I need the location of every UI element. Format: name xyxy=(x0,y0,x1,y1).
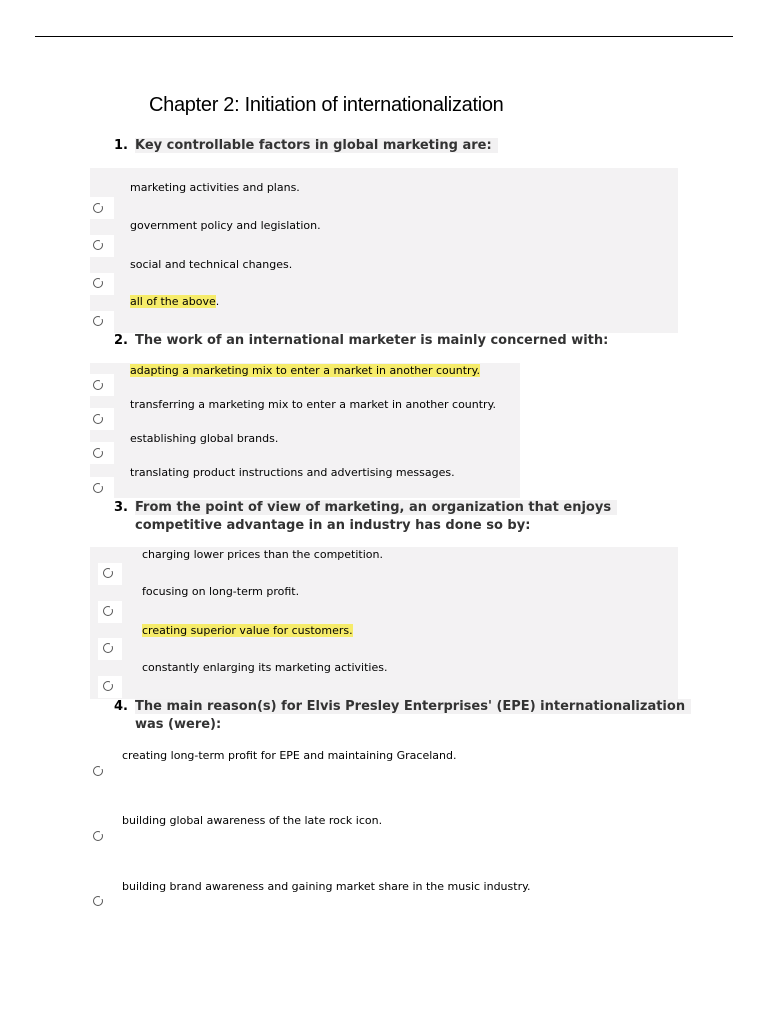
option-radio-button[interactable] xyxy=(93,278,103,288)
option-radio-button[interactable] xyxy=(93,831,103,841)
option-text-selected: creating superior value for customers. xyxy=(142,624,353,637)
option-radio-button[interactable] xyxy=(103,643,113,653)
option-text: marketing activities and plans. xyxy=(130,181,300,194)
option-radio-button[interactable] xyxy=(93,316,103,326)
option-text: creating long-term profit for EPE and maintaining Graceland. xyxy=(122,749,457,762)
option-text: constantly enlarging its marketing activities. xyxy=(142,661,388,674)
option-radio-button[interactable] xyxy=(93,414,103,424)
option-text: government policy and legislation. xyxy=(130,219,321,232)
option-text-selected: all of the above. xyxy=(130,295,220,308)
question-number: 3. xyxy=(114,500,128,515)
option-text-selected: adapting a marketing mix to enter a market in another country. xyxy=(130,364,481,377)
question-number: 1. xyxy=(114,138,128,153)
option-text: establishing global brands. xyxy=(130,432,279,445)
option-radio-button[interactable] xyxy=(93,483,103,493)
option-radio-button[interactable] xyxy=(93,240,103,250)
option-text: transferring a marketing mix to enter a market in another country. xyxy=(130,398,497,411)
option-radio-button[interactable] xyxy=(93,766,103,776)
option-text: translating product instructions and advertising messages. xyxy=(130,466,455,479)
option-radio-button[interactable] xyxy=(103,568,113,578)
question-text: The main reason(s) for Elvis Presley Enterprises' (EPE) internationalization was (were): xyxy=(135,698,691,734)
page-title: Chapter 2: Initiation of internationalization xyxy=(149,94,504,116)
option-radio-button[interactable] xyxy=(93,448,103,458)
option-text: building global awareness of the late rock icon. xyxy=(122,814,383,827)
question-text: Key controllable factors in global marketing are: xyxy=(135,137,498,155)
question-text: The work of an international marketer is mainly concerned with: xyxy=(135,333,609,348)
option-radio-button[interactable] xyxy=(103,606,113,616)
question-text: From the point of view of marketing, an organization that enjoys competitive advantage in an industry has done so by: xyxy=(135,499,617,535)
top-rule xyxy=(35,36,733,37)
option-radio-button[interactable] xyxy=(93,896,103,906)
question-number: 4. xyxy=(114,699,128,714)
option-text: social and technical changes. xyxy=(130,258,293,271)
question-3-options-panel xyxy=(90,547,678,699)
option-radio-button[interactable] xyxy=(93,203,103,213)
option-radio-button[interactable] xyxy=(103,681,113,691)
option-text: focusing on long-term profit. xyxy=(142,585,300,598)
question-number: 2. xyxy=(114,333,128,348)
option-text: building brand awareness and gaining market share in the music industry. xyxy=(122,880,531,893)
option-text: charging lower prices than the competition. xyxy=(142,548,383,561)
option-radio-button[interactable] xyxy=(93,380,103,390)
